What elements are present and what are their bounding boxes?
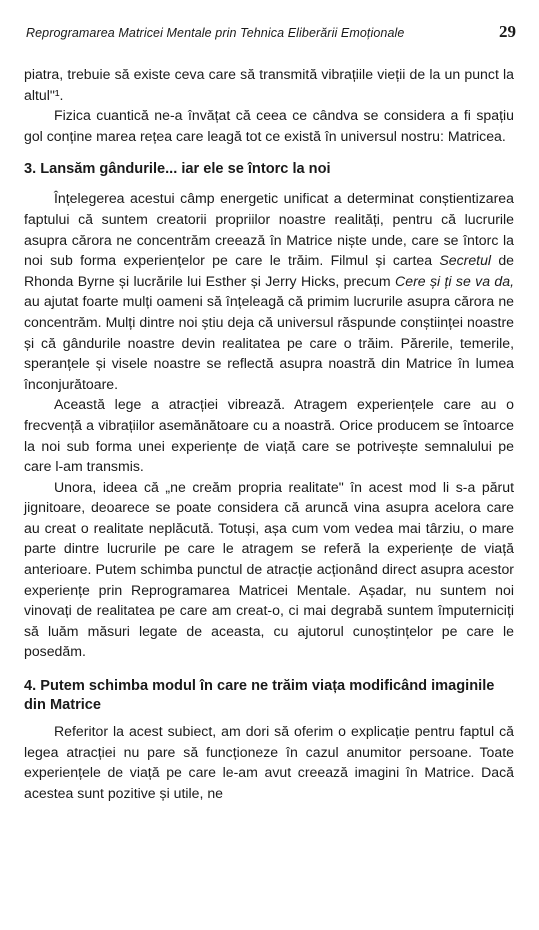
section-heading-3: 3. Lansăm gândurile... iar ele se întorc la noi: [24, 161, 331, 178]
running-title: Reprogramarea Matricei Mentale prin Tehnica Eliberării Emoționale: [26, 26, 405, 40]
book-title-secretul: Secretul: [439, 252, 492, 269]
paragraph-energy-field: [24, 188, 514, 394]
text-run: Înțelegerea acestui câmp energetic unificat a determinat conștientizarea faptului că suntem creatorii propriilor noastre realități, pentru că lucrurile asupra cărora ne concentrăm creează în Matrice niște unde, care se întorc la noi sub forma experiențelor pe care le trăim. Filmul și cartea: [24, 190, 514, 269]
text-run: au ajutat foarte mulți oameni să înțeleagă că primim lucrurile asupra cărora ne concentrăm. Mulți dintre noi știu deja că universul răspunde conștiinței noastre și că gândurile noastre devin realitatea pe care o trăim. Părerile, temerile, speranțele și visele noastre se reflectă asupra noastră din Matrice în lumea înconjurătoare.: [24, 293, 514, 392]
paragraph-continuation: piatra, trebuie să existe ceva care să transmită vibrațiile vieții de la un punct la altul"¹.: [24, 66, 514, 103]
page-number: 29: [499, 22, 516, 41]
paragraph-law-of-attraction: Această lege a atracției vibrează. Atragem experiențele care au o frecvență a vibrațiilor asemănătoare cu a noastră. Orice producem se întoarce la noi sub forma unei experiențe de viață care se potrivește semnalului pe care l-am transmis.: [24, 396, 514, 475]
page-header: [26, 22, 516, 46]
page-body: [24, 64, 514, 803]
book-title-cere: Cere și ți se va da,: [395, 272, 515, 289]
paragraph-quantum-physics: Fizica cuantică ne-a învățat că ceea ce cândva se considera a fi spațiu gol conține marea rețea care leagă tot ce există în universul nostru: Matricea.: [24, 107, 514, 144]
paragraph-create-reality: Unora, ideea că „ne creăm propria realitate" în acest mod li s-a părut jignitoare, deoarece se poate considera că aruncă vina asupra acelora care au creat o realitate neplăcută. Totuși, așa cum vom vedea mai târziu, o mare parte dintre lucrurile pe care le atragem se referă la experiențe de viață anterioare. Putem schimba punctul de atracție acționând direct asupra acestor experiențe prin Reprogramarea Matricei Mentale. Așadar, nu suntem noi vinovați de realitatea pe care am creat-o, ci mai degrabă suntem împuterniciți să luăm măsuri legate de aceasta, cu ajutorul cunoștințelor pe care le posedăm.: [24, 478, 514, 660]
text-run: de Rhonda Byrne și lucrările lui Esther și Jerry Hicks, precum: [24, 252, 515, 289]
paragraph-images-in-matrix: Referitor la acest subiect, am dori să oferim o explicație pentru faptul că legea atracției nu pare să funcționeze în cazul anumitor persoane. Toate experiențele de viață pe care le-am avut creează imagini în Matrice. Dacă acestea sunt pozitive și utile, ne: [24, 723, 514, 801]
section-heading-4: 4. Putem schimba modul în care ne trăim viața modificând imaginile din Matrice: [24, 678, 495, 714]
